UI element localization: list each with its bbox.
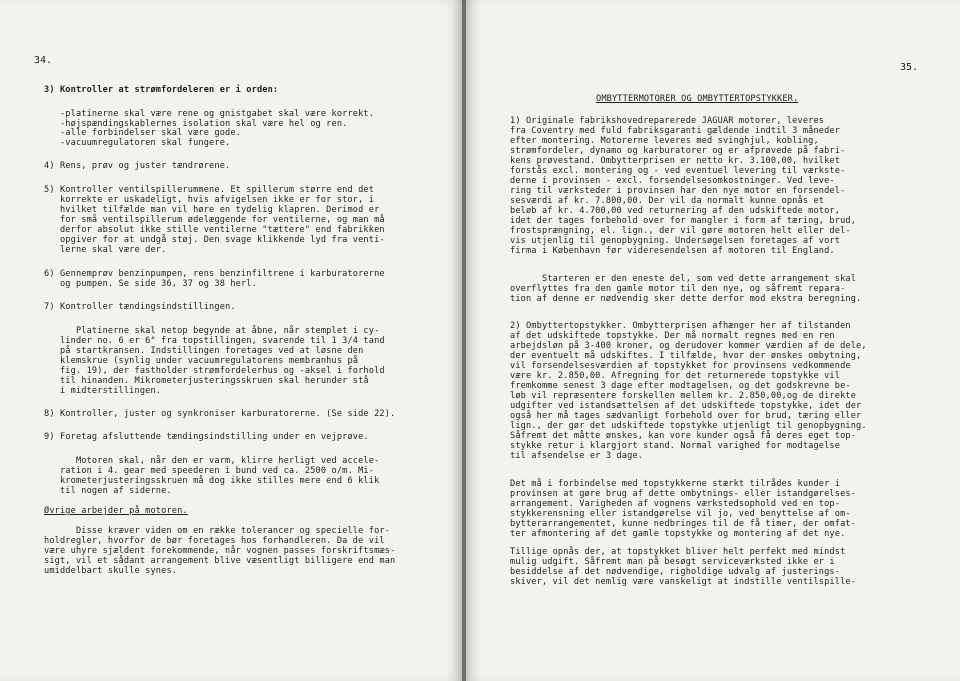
text-line: vis utjenlig til genopbygning. Undersøgelsen foretages af vort xyxy=(510,236,841,246)
text-line: ration i 4. gear med speederen i bund ved ca. 2500 o/m. Mi- xyxy=(44,466,375,476)
text-line: af det udskiftede topstykke. Der må normalt regnes med en ren xyxy=(510,331,835,341)
text-line: stykke retur i klargjort stand. Normal varighed for modtagelse xyxy=(510,441,841,451)
text-line: holdregler, hvorfor de bør foretages hos forhandleren. Da de vil xyxy=(44,536,385,546)
text-line: arbejdsløn på 3-400 kroner, og derudover kommer værdien af de dele, xyxy=(510,341,867,351)
text-line: og pumpen. Se side 36, 37 og 38 herl. xyxy=(44,279,257,289)
text-line: Øvrige arbejder på motoren. xyxy=(44,506,188,516)
text-line: lign., der gør det udskiftede topstykke utjenligt til genopbygning. xyxy=(510,421,867,431)
section-heading: OMBYTTERMOTORER OG OMBYTTERTOPSTYKKER. xyxy=(596,94,799,104)
text-line: Såfremt det måtte ønskes, kan vore kunder også få deres eget top- xyxy=(510,431,857,441)
text-line: arrangement. Varigheden af vognens værkstedsophold ved en top- xyxy=(510,499,841,509)
text-line: -alle forbindelser skal være gode. xyxy=(44,128,241,138)
text-line: udgifter ved istandsættelsen af det udskiftede topstykke, idet der xyxy=(510,401,862,411)
text-line: fra Coventry med fuld fabriksgaranti gældende indtil 3 måneder xyxy=(510,126,841,136)
text-line: 6) Gennemprøv benzinpumpen, rens benzinfiltrene i karburatorerne xyxy=(44,269,385,279)
text-line: hvilket tilfælde man vil høre en tydelig klapren. Derimod er xyxy=(44,205,380,215)
text-line: forstås excl. montering og - ved eventuel levering til værkste- xyxy=(510,166,846,176)
text-line: -vacuumregulatoren skal fungere. xyxy=(44,138,231,148)
text-line: umiddelbart skulle synes. xyxy=(44,566,178,576)
text-line: strømfordeler, dynamo og karburatorer og er afprøvede på fabri- xyxy=(510,146,846,156)
text-line: korrekte er uskadeligt, hvis afvigelsen ikke er for stor, i xyxy=(44,195,375,205)
text-line: mulig udgift. Såfremt man på besøgt serviceværksted ikke er i xyxy=(510,557,835,567)
text-line: Disse kræver viden om en række tolerancer og specielle for- xyxy=(44,526,391,536)
text-line: være kr. 2.850,00. Afregning for det returnerede topstykke vil xyxy=(510,371,841,381)
text-line: 8) Kontroller, juster og synkroniser karburatorerne. (Se side 22). xyxy=(44,409,396,419)
text-line: 2) Ombyttertopstykker. Ombytterprisen afhænger her af tilstanden xyxy=(510,321,851,331)
text-line: Starteren er den eneste del, som ved dette arrangement skal xyxy=(510,274,857,284)
text-line: overflyttes fra den gamle motor til den nye, og såfremt repara- xyxy=(510,284,846,294)
text-line: tion af denne er nødvendig sker dette derfor mod ekstra beregning. xyxy=(510,294,862,304)
text-line: vil forsendelsesværdien af topstykket for provinsens vedkommende xyxy=(510,361,851,371)
right-page xyxy=(466,0,960,681)
text-line: til nogen af siderne. xyxy=(44,486,172,496)
page-number: 34. xyxy=(34,55,53,66)
text-line: krometerjusteringsskruen må dog ikke stilles mere end 6 klik xyxy=(44,476,380,486)
text-line: linder no. 6 er 6° fra topstillingen, svarende til 1 3/4 tand xyxy=(44,336,385,346)
text-line: fig. 19), der fastholder strømfordelerhus og -aksel i forhold xyxy=(44,366,385,376)
text-line: 5) Kontroller ventilspillerummene. Et spillerum større end det xyxy=(44,185,375,195)
text-line: provinsen at gøre brug af dette ombytnings- eller istandgørelses- xyxy=(510,489,857,499)
text-line: 3) Kontroller at strømfordeleren er i orden: xyxy=(44,85,279,95)
text-line: i midterstillingen. xyxy=(44,386,162,396)
text-line: -platinerne skal være rene og gnistgabet skal være korrekt. xyxy=(44,109,375,119)
text-line: klemskrue (synlig under vacuumregulatorens membranhus på xyxy=(44,356,359,366)
text-line: 9) Foretag afsluttende tændingsindstilling under en vejprøve. xyxy=(44,432,369,442)
text-line: ring til værksteder i provinsen har den nye motor en forsendel- xyxy=(510,186,846,196)
text-line: derfor absolut ikke stille ventilerne "tættere" end fabrikken xyxy=(44,225,385,235)
text-line: frostsprængning, el. lign., der vil gøre motoren helt eller del- xyxy=(510,226,851,236)
text-line: efter montering. Motorerne leveres med svinghjul, kobling, xyxy=(510,136,819,146)
text-line: være uhyre sjældent forekommende, når vognen passes forskriftsmæs- xyxy=(44,546,396,556)
text-line: for små ventilspillerum ødelæggende for ventilerne, og man må xyxy=(44,215,385,225)
text-line: 1) Originale fabrikshovedreparerede JAGUAR motorer, leveres xyxy=(510,116,825,126)
text-line: Platinerne skal netop begynde at åbne, når stemplet i cy- xyxy=(44,326,380,336)
text-line: Tillige opnås der, at topstykket bliver helt perfekt med mindst xyxy=(510,547,846,557)
page-number: 35. xyxy=(899,62,918,73)
text-line: kens prøvestand. Ombytterprisen er netto kr. 3.100,00, hvilket xyxy=(510,156,841,166)
text-line: Det må i forbindelse med topstykkerne stærkt tilrådes kunder i xyxy=(510,479,841,489)
text-line: beløb af kr. 4.700,00 ved returnering af den udskiftede motor, xyxy=(510,206,841,216)
text-line: lerne skal være der. xyxy=(44,245,167,255)
left-page xyxy=(0,0,462,681)
text-line: også her må tages sædvanligt forbehold over for brud, tæring eller xyxy=(510,411,862,421)
text-line: ter afmontering af det gamle topstykke og montering af det nye. xyxy=(510,529,846,539)
text-line: bytterarrangementet, kunne nedbringes til de få timer, der omfat- xyxy=(510,519,857,529)
text-line: stykkerensning eller istandgørelse vil jo, ved benyttelse af om- xyxy=(510,509,851,519)
text-line: besiddelse af det nødvendige, righoldige udvalg af justerings- xyxy=(510,567,841,577)
text-line: skiver, vil det nemlig være vanskeligt at indstille ventilspille- xyxy=(510,577,857,587)
text-line: Motoren skal, når den er varm, klirre herligt ved accele- xyxy=(44,456,380,466)
text-line: sesværdi af kr. 7.800,00. Der vil da normalt kunne opnås et xyxy=(510,196,825,206)
text-line: opgiver for at undgå støj. Den svage klikkende lyd fra venti- xyxy=(44,235,385,245)
text-line: til hinanden. Mikrometerjusteringsskruen skal herunder stå xyxy=(44,376,369,386)
text-line: til afsendelse er 3 dage. xyxy=(510,451,644,461)
text-line: sigt, vil et sådant arrangement blive væsentligt billigere end man xyxy=(44,556,396,566)
text-line: derne i provinsen - excl. forsendelsesomkostninger. Ved leve- xyxy=(510,176,835,186)
text-line: 4) Rens, prøv og juster tændrørene. xyxy=(44,161,231,171)
text-line: der eventuelt må udskiftes. I tilfælde, hvor der ønskes ombytning, xyxy=(510,351,862,361)
text-line: på startkransen. Indstillingen foretages ved at løsne den xyxy=(44,346,364,356)
text-line: idet der tages forbehold over for mangler i form af tæring, brud, xyxy=(510,216,857,226)
text-line: løb vil repræsentere forskellen mellem kr. 2.850,00,og de direkte xyxy=(510,391,857,401)
text-line: 7) Kontroller tændingsindstillingen. xyxy=(44,302,236,312)
text-line: -højspændingskablernes isolation skal være hel og ren. xyxy=(44,119,348,129)
text-line: fremkomme senest 3 dage efter modtagelsen, og det godskrevne be- xyxy=(510,381,851,391)
text-line: firma i København før videresendelsen af motoren til England. xyxy=(510,246,835,256)
